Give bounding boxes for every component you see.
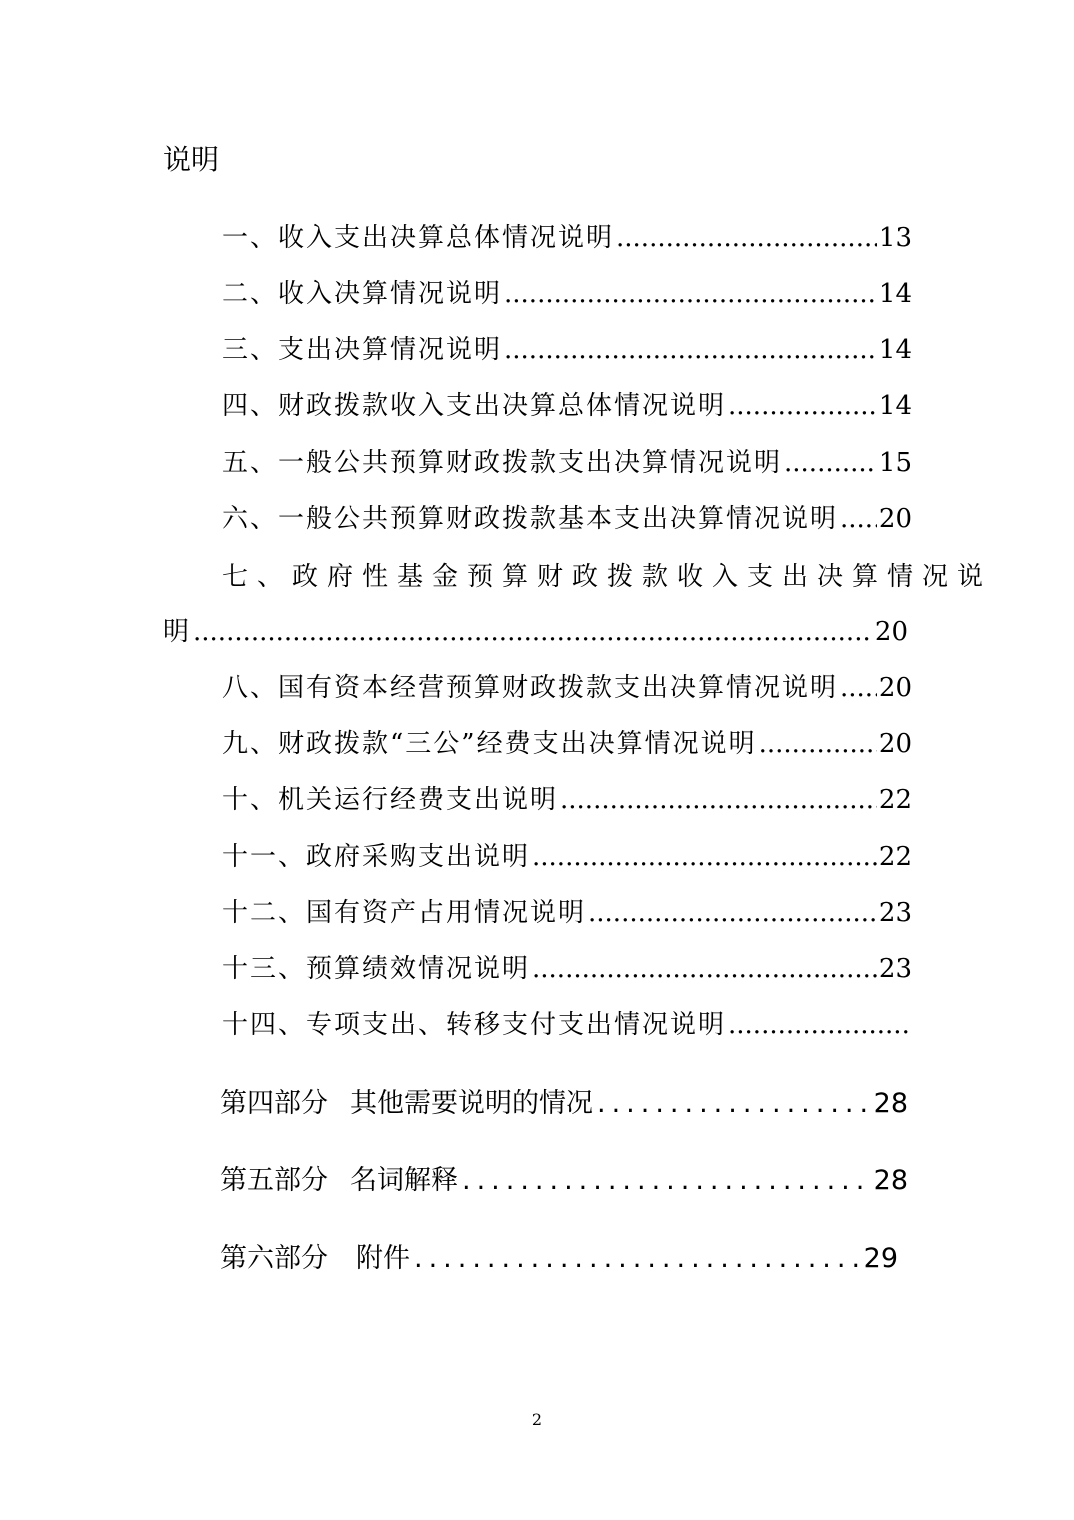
toc-entry-12[interactable] [222,893,912,933]
toc-part-5[interactable] [220,1159,908,1203]
toc-part-4[interactable] [220,1082,908,1126]
toc-entry-3[interactable] [222,330,912,370]
toc-entry-7-line-2[interactable] [163,612,908,652]
toc-entry-6[interactable] [222,499,912,539]
toc-entry-page: 14 [878,335,912,365]
toc-entry-label: 二、收入决算情况说明 [222,279,503,309]
toc-entry-label: 八、国有资本经营预算财政拨款支出决算情况说明 [222,673,839,703]
toc-entry-page: 13 [878,223,912,253]
dot-leader [588,893,877,933]
toc-entry-5[interactable] [222,443,912,483]
dot-leader [532,949,877,989]
toc-entry-page: 20 [874,617,908,647]
dot-leader [840,668,877,708]
section-heading: 说明 [163,143,220,176]
part-label: 第四部分 [220,1088,328,1119]
toc-entry-page: 20 [878,729,912,759]
toc-entry-page: 23 [878,954,912,984]
toc-entry-label: 五、一般公共预算财政拨款支出决算情况说明 [222,448,783,478]
toc-entry-10[interactable] [222,780,912,820]
toc-entry-7-line-1[interactable]: 七、政府性基金预算财政拨款收入支出决算情况说 [222,562,993,592]
toc-entry-page: 22 [878,785,912,815]
dot-leader [504,274,877,314]
toc-entry-label: 三、支出决算情况说明 [222,335,503,365]
part-label: 第五部分 [220,1165,328,1196]
dot-leader [784,443,877,483]
toc-entry-page: 20 [878,673,912,703]
part-page: 29 [863,1243,898,1274]
toc-entry-label: 十一、政府采购支出说明 [222,842,531,872]
part-title: 附件 [356,1243,410,1274]
dot-leader [759,724,877,764]
toc-entry-11[interactable] [222,837,912,877]
dot-leader [414,1237,860,1281]
toc-entry-label: 十二、国有资产占用情况说明 [222,898,587,928]
toc-entry-13[interactable] [222,949,912,989]
toc-entry-page: 14 [878,279,912,309]
dot-leader [193,612,873,652]
toc-entry-label-continued: 明 [163,617,192,647]
toc-entry-1[interactable] [222,218,912,258]
dot-leader [728,386,877,426]
toc-entry-label: 六、一般公共预算财政拨款基本支出决算情况说明 [222,504,839,534]
dot-leader [597,1082,870,1126]
toc-entry-label: 一、收入支出决算总体情况说明 [222,223,615,253]
dot-leader [560,780,877,820]
toc-entry-page: 15 [878,448,912,478]
dot-leader [616,218,877,258]
part-page: 28 [873,1165,908,1196]
dot-leader [532,837,877,877]
toc-part-6[interactable] [220,1237,898,1281]
toc-entry-label: 四、财政拨款收入支出决算总体情况说明 [222,391,727,421]
dot-leader [840,499,877,539]
part-page: 28 [873,1088,908,1119]
toc-entry-page: 23 [878,898,912,928]
toc-entry-2[interactable] [222,274,912,314]
dot-leader [504,330,877,370]
toc-entry-label: 九、财政拨款“三公”经费支出决算情况说明 [222,729,757,759]
dot-leader [462,1159,870,1203]
toc-entry-14[interactable] [222,1005,912,1045]
page-number: 2 [531,1410,543,1429]
part-label: 第六部分 [220,1243,328,1274]
toc-entry-label: 十三、预算绩效情况说明 [222,954,531,984]
toc-entry-8[interactable] [222,668,912,708]
toc-entry-9[interactable] [222,724,912,764]
toc-entry-4[interactable] [222,386,912,426]
toc-entry-page: 14 [878,391,912,421]
part-title: 其他需要说明的情况 [350,1088,593,1119]
part-title: 名词解释 [350,1165,458,1196]
toc-entry-label: 十、机关运行经费支出说明 [222,785,559,815]
toc-entry-page: 22 [878,842,912,872]
dot-leader [728,1005,910,1045]
toc-entry-label: 十四、专项支出、转移支付支出情况说明 [222,1010,727,1040]
toc-entry-page: 20 [878,504,912,534]
